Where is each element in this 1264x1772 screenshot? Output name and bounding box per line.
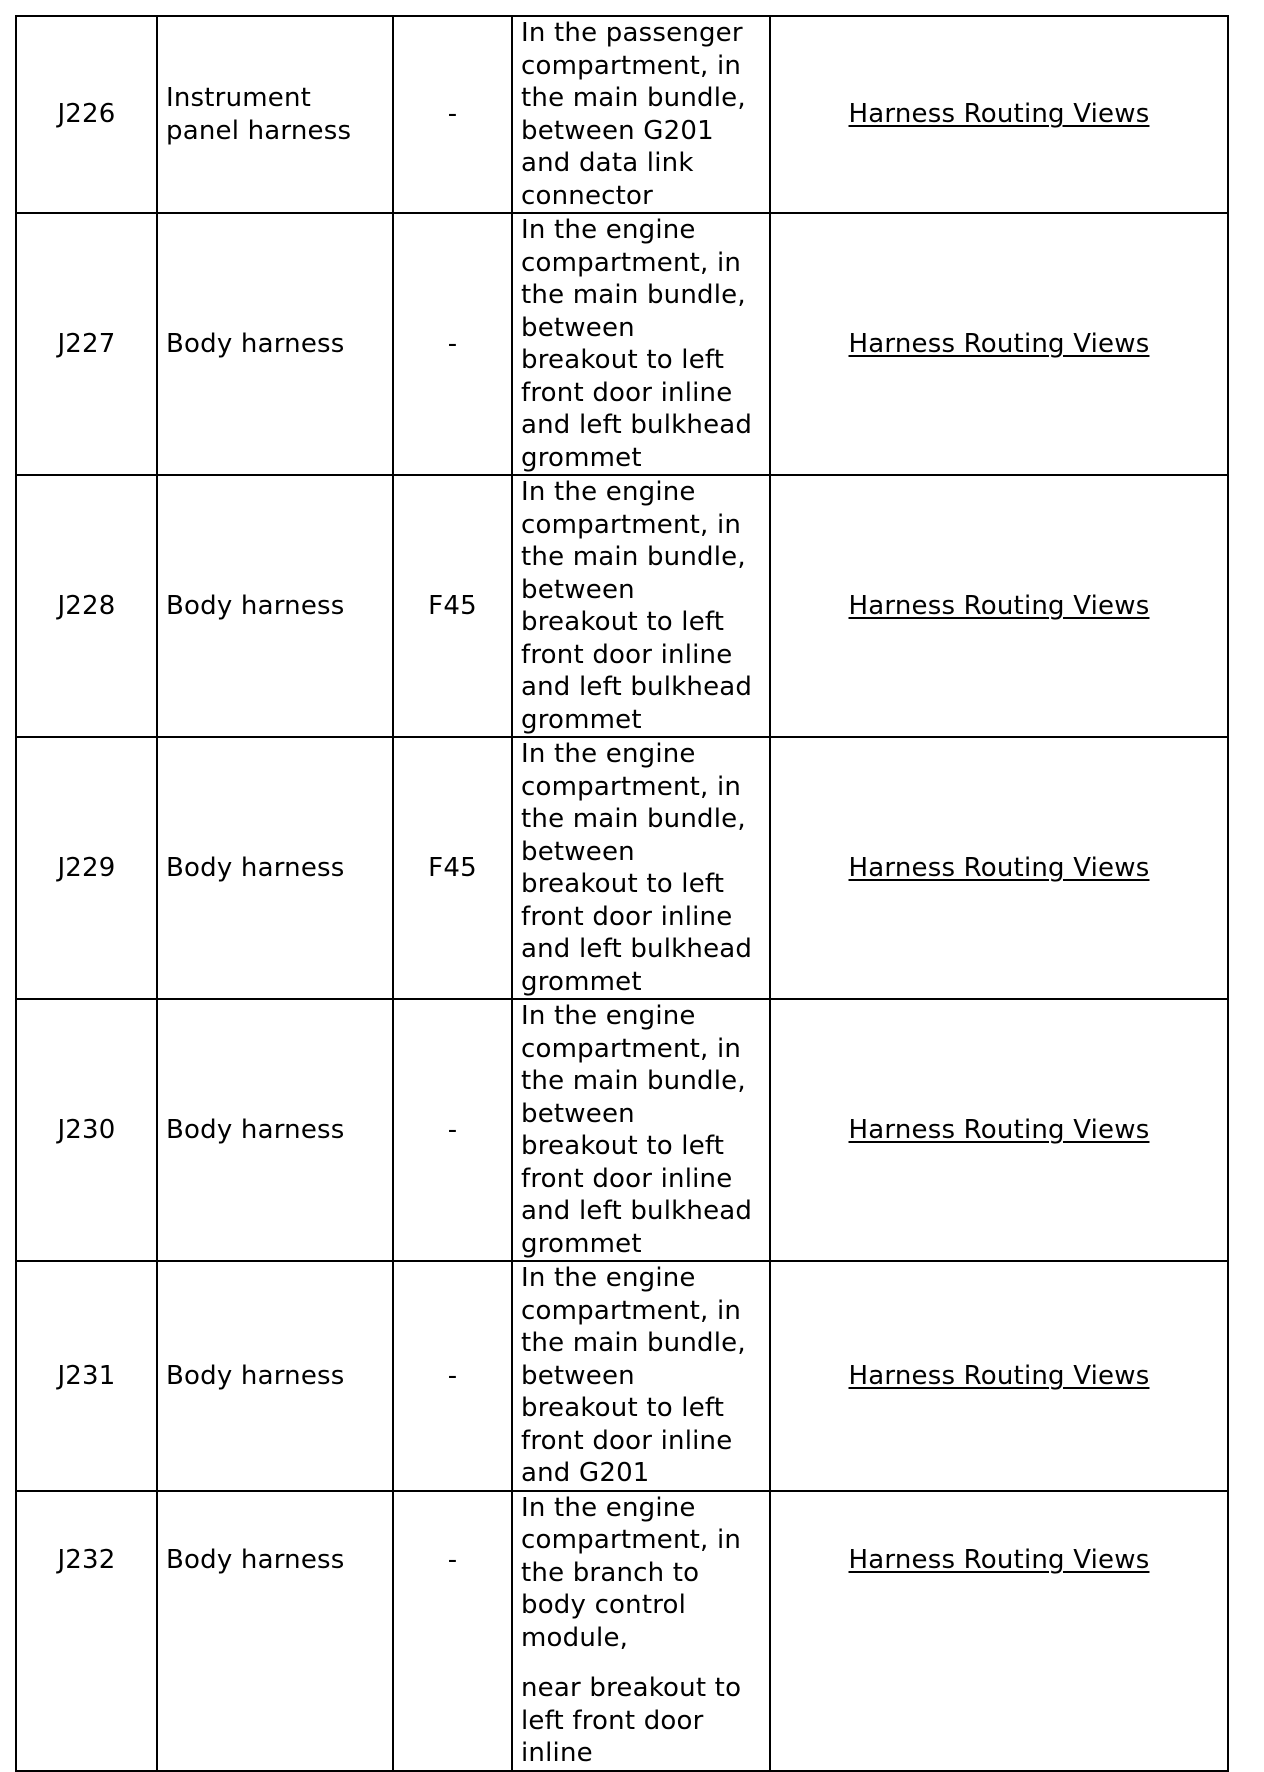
location-text: In the engine compartment, in the main bundle, between breakout to left front door inline and left bulkhead grommet xyxy=(521,215,753,473)
harness-cell: Body harness xyxy=(157,999,393,1261)
fuse-cell: - xyxy=(393,999,512,1261)
harness-routing-views-link[interactable]: Harness Routing Views xyxy=(848,328,1150,359)
table-row xyxy=(16,999,1228,1261)
harness-routing-views-link[interactable]: Harness Routing Views xyxy=(848,1114,1150,1145)
harness-cell: Instrument panel harness xyxy=(157,16,393,213)
splice-id-cell: J230 xyxy=(16,999,157,1261)
fuse-cell: - xyxy=(393,16,512,213)
view-cell xyxy=(770,1261,1228,1491)
table-row xyxy=(16,16,1228,213)
table-row xyxy=(16,213,1228,475)
view-cell xyxy=(770,737,1228,999)
splice-id-cell: J231 xyxy=(16,1261,157,1491)
splice-id-cell: J229 xyxy=(16,737,157,999)
location-cell xyxy=(512,16,770,213)
splice-id-cell: J232 xyxy=(16,1491,157,1771)
harness-routing-views-link[interactable]: Harness Routing Views xyxy=(848,1544,1150,1575)
location-text: In the engine compartment, in the branch to body control module, xyxy=(521,1492,742,1653)
harness-cell: Body harness xyxy=(157,213,393,475)
location-cell xyxy=(512,213,770,475)
location-text: In the engine compartment, in the main bundle, between breakout to left front door inline and G201 xyxy=(521,1263,746,1488)
fuse-cell: F45 xyxy=(393,475,512,737)
table-row xyxy=(16,1491,1228,1771)
fuse-cell: - xyxy=(393,213,512,475)
view-cell xyxy=(770,999,1228,1261)
harness-cell: Body harness xyxy=(157,737,393,999)
harness-cell: Body harness xyxy=(157,1261,393,1491)
view-cell xyxy=(770,475,1228,737)
table-row xyxy=(16,1261,1228,1491)
splice-id-cell: J227 xyxy=(16,213,157,475)
location-cell xyxy=(512,999,770,1261)
harness-cell: Body harness xyxy=(157,475,393,737)
fuse-cell: F45 xyxy=(393,737,512,999)
harness-routing-views-link[interactable]: Harness Routing Views xyxy=(848,590,1150,621)
table-row xyxy=(16,737,1228,999)
fuse-cell: - xyxy=(393,1491,512,1771)
fuse-cell: - xyxy=(393,1261,512,1491)
harness-routing-views-link[interactable]: Harness Routing Views xyxy=(848,1360,1150,1391)
location-cell xyxy=(512,1261,770,1491)
splice-id-cell: J226 xyxy=(16,16,157,213)
location-cell xyxy=(512,475,770,737)
harness-routing-views-link[interactable]: Harness Routing Views xyxy=(848,852,1150,883)
location-text: near breakout to left front door inline xyxy=(521,1673,742,1768)
harness-routing-views-link[interactable]: Harness Routing Views xyxy=(848,99,1150,130)
location-text: In the passenger compartment, in the main bundle, between G201 and data link connector xyxy=(521,18,746,211)
location-cell xyxy=(512,1491,770,1771)
view-cell xyxy=(770,1491,1228,1771)
splice-location-table xyxy=(15,15,1229,1772)
table-row xyxy=(16,475,1228,737)
view-cell xyxy=(770,213,1228,475)
location-cell xyxy=(512,737,770,999)
harness-cell: Body harness xyxy=(157,1491,393,1771)
location-text: In the engine compartment, in the main bundle, between breakout to left front door inline and left bulkhead grommet xyxy=(521,477,753,735)
location-text: In the engine compartment, in the main bundle, between breakout to left front door inline and left bulkhead grommet xyxy=(521,739,753,997)
view-cell xyxy=(770,16,1228,213)
splice-id-cell: J228 xyxy=(16,475,157,737)
location-text: In the engine compartment, in the main bundle, between breakout to left front door inline and left bulkhead grommet xyxy=(521,1001,753,1259)
